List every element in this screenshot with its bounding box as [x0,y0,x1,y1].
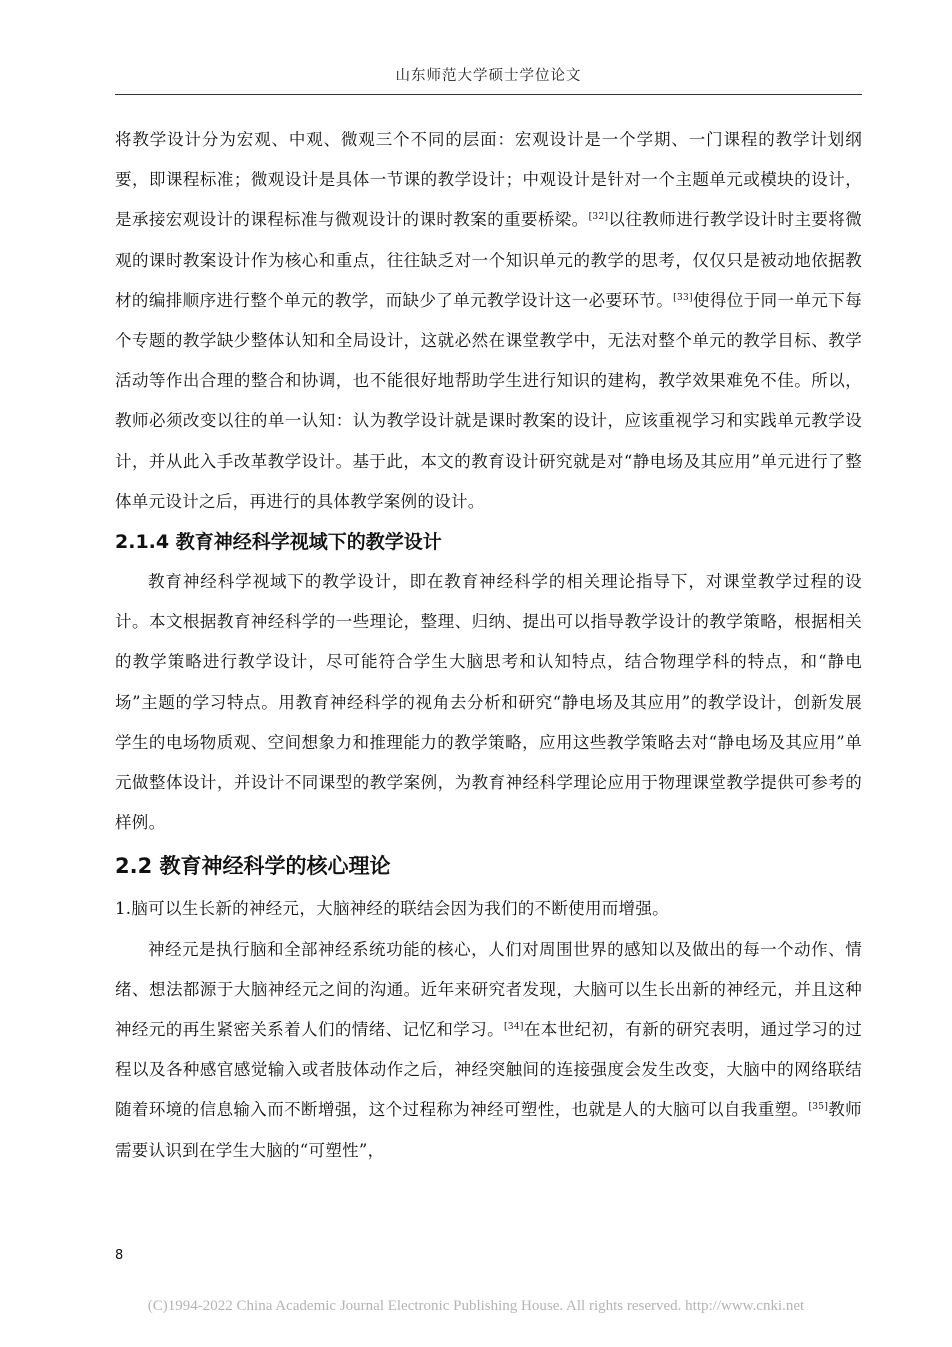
citation-32[interactable]: [32] [588,212,609,223]
section-heading-2-2: 2.2 教育神经科学的核心理论 [115,854,391,879]
citation-34[interactable]: [34] [504,1022,524,1033]
header-title: 山东师范大学硕士学位论文 [395,68,582,84]
page-body [115,120,862,1171]
paragraph-neuro-design: 教育神经科学视域下的教学设计，即在教育神经科学的相关理论指导下，对课堂教学过程的设计。本文根据教育神经科学的一些理论，整理、归纳、提出可以指导教学设计的教学策略，根据相关的教学策略进行教学设计，尽可能符合学生大脑思考和认知特点，结合物理学科的特点，和“静电场”主题的学习特点。用教育神经科学的视角去分析和研究“静电场及其应用”的教学设计，创新发展学生的电场物质观、空间想象力和推理能力的教学策略，应用这些教学策略去对“静电场及其应用”单元做整体设计，并设计不同课型的教学案例，为教育神经科学理论应用于物理课堂教学提供可参考的样例。 [115,572,862,833]
citation-35[interactable]: [35] [808,1102,829,1113]
paragraph-neuroplasticity [115,930,862,1171]
page-number: 8 [115,1248,124,1263]
paragraph-text: 以往教师进行教学设计时主要将微观的课时教案设计作为核心和重点，往往缺乏对一个知识单元的教学的思考，仅仅只是被动地依据教材的编排顺序进行整个单元的教学，而缺少了单元教学设计这一必要环节。 [115,210,863,310]
paragraph-unit-design [115,120,862,522]
paragraph-text: 在本世纪初，有新的研究表明，通过学习的过程以及各种感官感觉输入或者肢体动作之后，神经突触间的连接强度会发生改变，大脑中的网络联结随着环境的信息输入而不断增强，这个过程称为神经可塑性，也就是人的大脑可以自我重塑。 [115,1020,863,1120]
paragraph-text: 教师需要认识到在学生大脑的“可塑性”， [115,1100,862,1160]
running-header [115,64,862,95]
copyright-notice: (C)1994-2022 China Academic Journal Electronic Publishing House. All rights reserved. http://www.cnki.net [147,1298,805,1314]
citation-33[interactable]: [33] [673,292,693,303]
paragraph-text: 神经元是执行脑和全部神经系统功能的核心，人们对周围世界的感知以及做出的每一个动作、情绪、想法都源于大脑神经元之间的沟通。近年来研究者发现，大脑可以生长出新的神经元，并且这种神经元的再生紧密关系着人们的情绪、记忆和学习。 [115,939,862,1040]
paragraph-text: 将教学设计分为宏观、中观、微观三个不同的层面：宏观设计是一个学期、一门课程的教学计划纲要，即课程标准；微观设计是具体一节课的教学设计；中观设计是针对一个主题单元或模块的设计，是承接宏观设计的课程标准与微观设计的课时教案的重要桥梁。 [115,130,862,230]
numbered-item-1: 1.脑可以生长新的神经元，大脑神经的联结会因为我们的不断使用而增强。 [115,899,669,919]
section-heading-2-1-4: 2.1.4 教育神经科学视域下的教学设计 [115,531,442,554]
paragraph-text: 使得位于同一单元下每个专题的教学缺少整体认知和全局设计，这就必然在课堂教学中，无法对整个单元的教学目标、教学活动等作出合理的整合和协调，也不能很好地帮助学生进行知识的建构，教学效果难免不佳。所以，教师必须改变以往的单一认知：认为教学设计就是课时教案的设计，应该重视学习和实践单元教学设计，并从此入手改革教学设计。基于此，本文的教育设计研究就是对“静电场及其应用”单元进行了整体单元设计之后，再进行的具体教学案例的设计。 [115,290,863,511]
